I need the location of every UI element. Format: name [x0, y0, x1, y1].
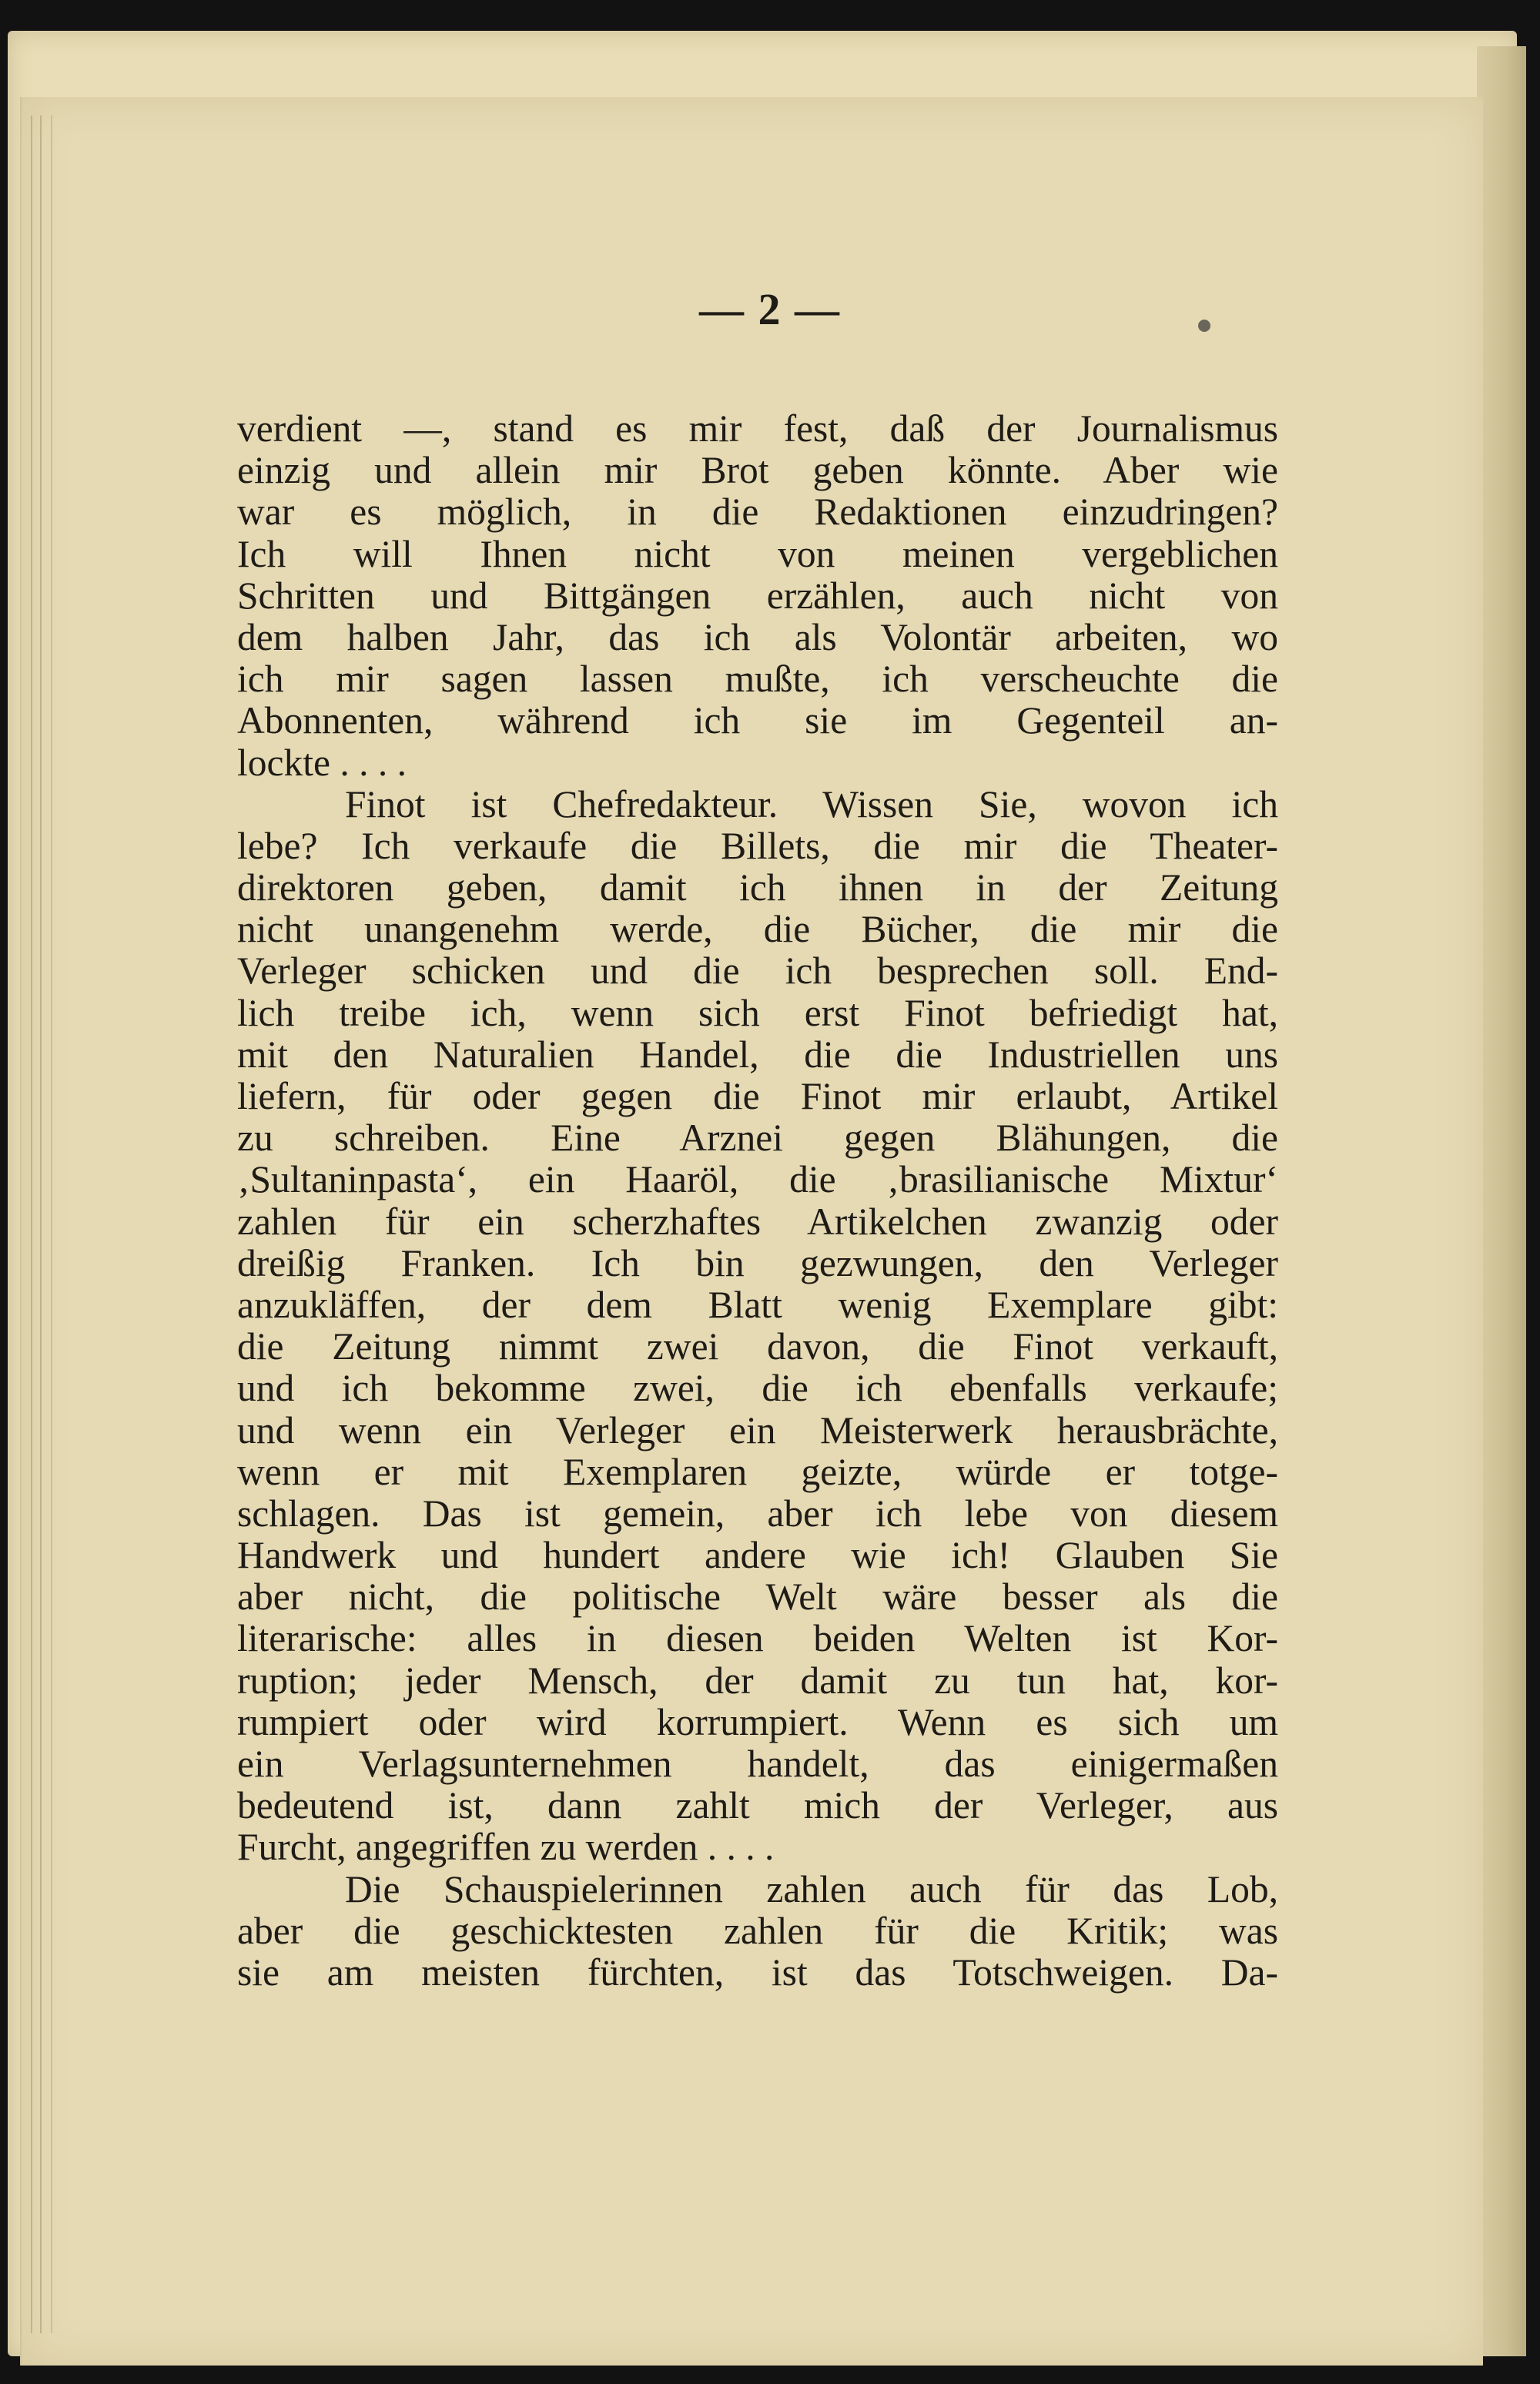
text-line: liefern, für oder gegen die Finot mir erlaubt, Artikel [237, 1075, 1278, 1117]
text-line: ein Verlagsunternehmen handelt, das einigermaßen [237, 1743, 1278, 1785]
text-line: anzukläffen, der dem Blatt wenig Exemplare gibt: [237, 1283, 1278, 1326]
text-line: Handwerk und hundert andere wie ich! Glauben Sie [237, 1534, 1278, 1577]
text-line: literarische: alles in diesen beiden Welten ist Kor- [237, 1617, 1278, 1660]
body-text [237, 408, 1278, 1994]
page-edge-line [51, 116, 52, 2333]
text-line: Ich will Ihnen nicht von meinen vergeblichen [237, 532, 1278, 575]
page-edge-line [40, 116, 42, 2333]
text-line: Abonnenten, während ich sie im Gegenteil an- [237, 699, 1278, 742]
text-line: war es möglich, in die Redaktionen einzudringen? [237, 491, 1278, 534]
page-edge [1477, 46, 1526, 2356]
text-line: aber nicht, die politische Welt wäre besser als die [237, 1575, 1278, 1619]
text-line: verdient —, stand es mir fest, daß der Journalismus [237, 407, 1278, 450]
text-line: und ich bekomme zwei, die ich ebenfalls verkaufe; [237, 1367, 1278, 1410]
text-line: die Zeitung nimmt zwei davon, die Finot verkauft, [237, 1325, 1278, 1368]
text-line: direktoren geben, damit ich ihnen in der Zeitung [237, 866, 1278, 909]
text-line: wenn er mit Exemplaren geizte, würde er totge- [237, 1450, 1278, 1493]
text-line: Finot ist Chefredakteur. Wissen Sie, wovon ich [345, 782, 1278, 825]
text-line: Schritten und Bittgängen erzählen, auch nicht von [237, 574, 1278, 617]
page-number: — 2 — [699, 284, 841, 334]
text-line: Furcht, angegriffen zu werden . . . . [237, 1826, 775, 1869]
text-line: zu schreiben. Eine Arznei gegen Blähungen, die [237, 1117, 1278, 1160]
text-line: lockte . . . . [237, 741, 407, 784]
text-line: mit den Naturalien Handel, die die Industriellen uns [237, 1033, 1278, 1076]
text-line: zahlen für ein scherzhaftes Artikelchen zwanzig oder [237, 1200, 1278, 1243]
text-line: dreißig Franken. Ich bin gezwungen, den Verleger [237, 1241, 1278, 1284]
text-line: dem halben Jahr, das ich als Volontär arbeiten, wo [237, 615, 1278, 658]
text-line: ich mir sagen lassen mußte, ich verscheuchte die [237, 658, 1278, 701]
page-edge-line [31, 116, 32, 2333]
text-line: Verleger schicken und die ich besprechen soll. End- [237, 949, 1278, 993]
text-line: schlagen. Das ist gemein, aber ich lebe von diesem [237, 1492, 1278, 1535]
text-line: lebe? Ich verkaufe die Billets, die mir die Theater- [237, 824, 1278, 867]
text-line: und wenn ein Verleger ein Meisterwerk herausbrächte, [237, 1408, 1278, 1451]
text-line: sie am meisten fürchten, ist das Totschweigen. Da- [237, 1950, 1278, 1994]
text-line: einzig und allein mir Brot geben könnte. Aber wie [237, 449, 1278, 492]
text-line: lich treibe ich, wenn sich erst Finot befriedigt hat, [237, 991, 1278, 1034]
text-line: bedeutend ist, dann zahlt mich der Verleger, aus [237, 1784, 1278, 1827]
text-line: aber die geschicktesten zahlen für die Kritik; was [237, 1909, 1278, 1952]
text-line: Die Schauspielerinnen zahlen auch für das Lob, [345, 1867, 1278, 1910]
text-line: ruption; jeder Mensch, der damit zu tun hat, kor- [237, 1659, 1278, 1702]
text-line: ‚Sultaninpasta‘, ein Haaröl, die ‚brasilianische Mixtur‘ [237, 1158, 1278, 1201]
text-line: nicht unangenehm werde, die Bücher, die mir die [237, 908, 1278, 951]
text-line: rumpiert oder wird korrumpiert. Wenn es sich um [237, 1700, 1278, 1743]
